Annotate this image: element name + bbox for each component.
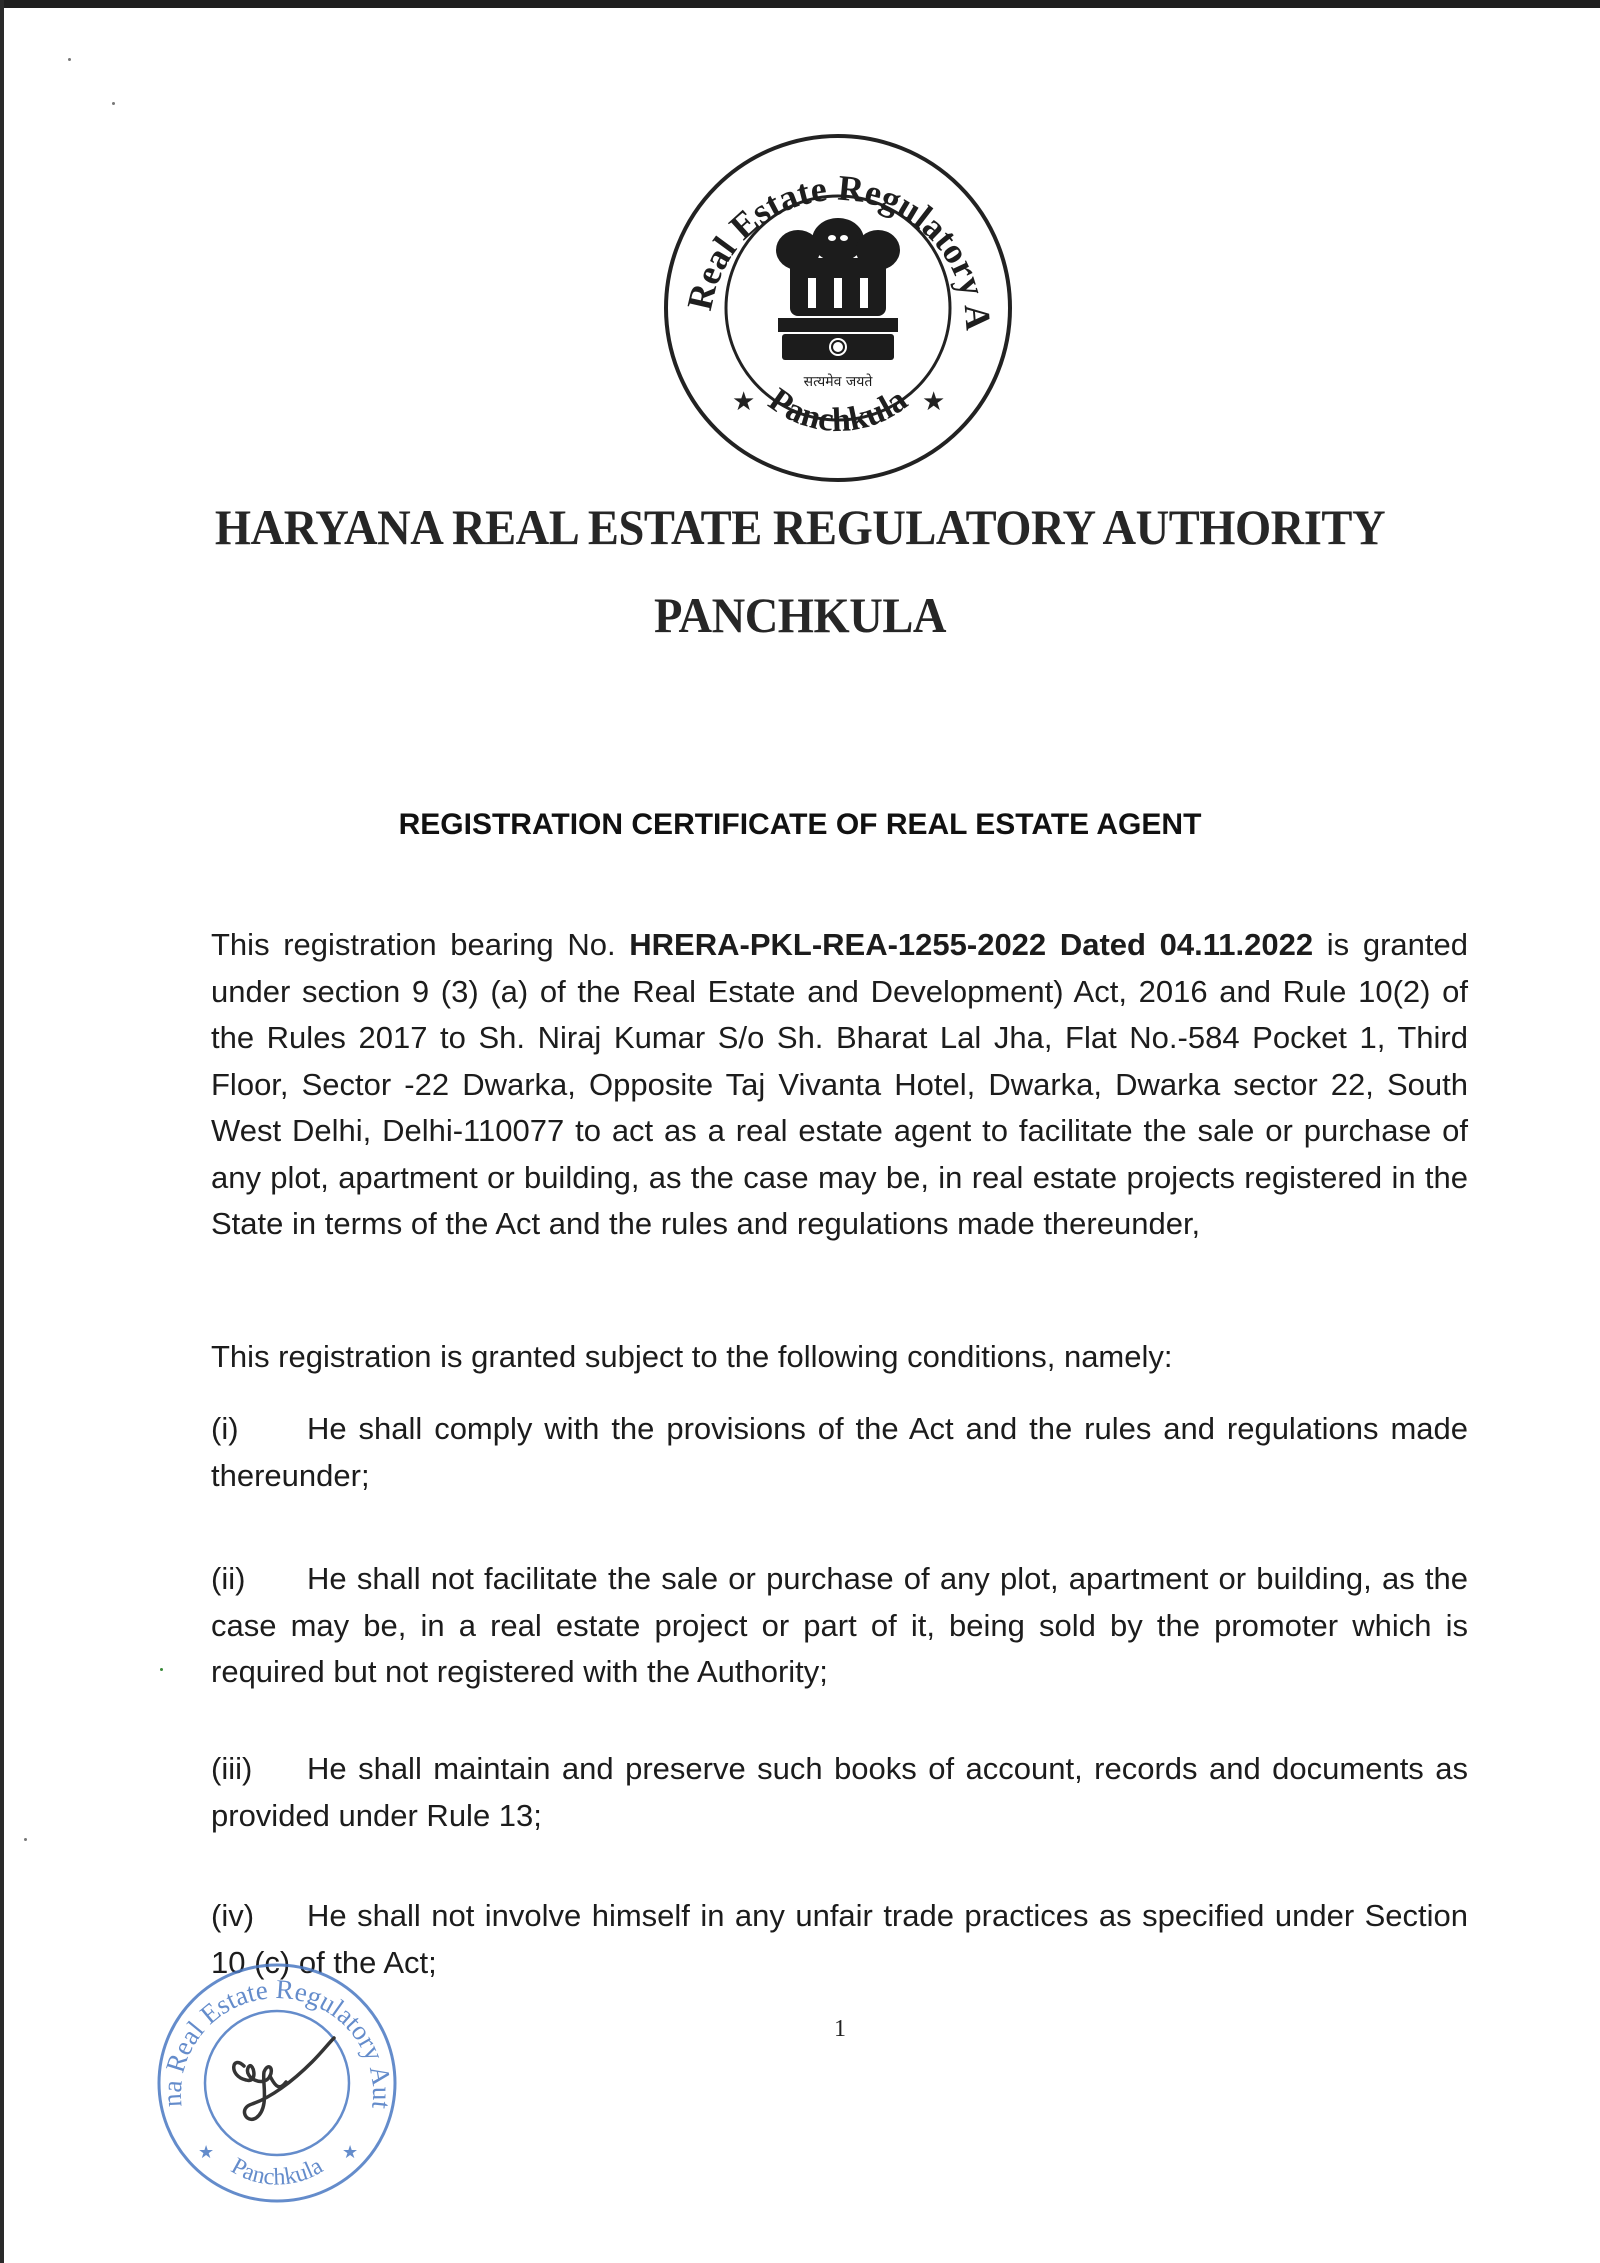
scan-left-border	[0, 0, 4, 2263]
condition-item	[211, 1746, 1468, 1839]
stamp-seal-icon	[152, 1958, 402, 2208]
stamp-bottom-text: Panchkula	[226, 2153, 328, 2191]
condition-number: (iv)	[211, 1898, 255, 1933]
scan-speck	[160, 1668, 163, 1671]
official-stamp	[152, 1958, 402, 2208]
stamp-arc-text: na Real Estate Regulatory Aut	[156, 1973, 398, 2111]
condition-number: (iii)	[211, 1751, 253, 1786]
seal-arc-text: Real Estate Regulatory A	[679, 167, 999, 332]
registration-date: 04.11.2022	[1159, 927, 1314, 962]
intro-prefix: This registration bearing No.	[211, 927, 630, 962]
authority-heading: HARYANA REAL ESTATE REGULATORY AUTHORITY	[214, 499, 1386, 555]
condition-number: (i)	[211, 1411, 239, 1446]
scan-top-border	[0, 0, 1600, 8]
authority-seal-emblem	[658, 128, 1018, 488]
svg-text:★: ★	[732, 386, 756, 416]
condition-number: (ii)	[211, 1561, 246, 1596]
condition-text: He shall comply with the provisions of the Act and the rules and regulations made thereunder;	[211, 1411, 1468, 1493]
condition-item	[211, 1556, 1468, 1696]
registration-number: HRERA-PKL-REA-1255-2022	[629, 927, 1047, 962]
seal-motto: सत्यमेव जयते	[803, 374, 873, 390]
condition-item	[211, 1406, 1468, 1499]
city-heading: PANCHKULA	[653, 587, 947, 643]
conditions-intro: This registration is granted subject to the following conditions, namely:	[211, 1339, 1173, 1374]
page-number: 1	[834, 2016, 846, 2042]
condition-text: He shall maintain and preserve such books of account, records and documents as provided under Rule 13;	[211, 1751, 1468, 1833]
svg-text:★: ★	[342, 2142, 359, 2162]
signature-icon	[234, 2038, 334, 2119]
scan-speck	[68, 58, 71, 61]
svg-text:★: ★	[922, 386, 946, 416]
condition-text: He shall not facilitate the sale or purchase of any plot, apartment or building, as the case may be, in a real estate project or part of it, being sold by the promoter which is required but not registered with the Authority;	[211, 1561, 1468, 1689]
svg-text:★: ★	[198, 2142, 215, 2162]
condition-text: He shall not involve himself in any unfair trade practices as specified under Section 10 (c) of the Act;	[211, 1898, 1468, 1980]
intro-body: is granted under section 9 (3) (a) of the Real Estate and Development) Act, 2016 and Rule 10(2) of the Rules 2017 to Sh. Niraj Kumar S/o Sh. Bharat Lal Jha, Flat No.-584 Pocket 1, Third Floor, Sector -22 Dwarka, Opposite Taj Vivanta Hotel, Dwarka, Dwarka sector 22, South West Delhi, Delhi-110077 to act as a real estate agent to facilitate the sale or purchase of any plot, apartment or building, as the case may be, in real estate projects registered in the State in terms of the Act and the rules and regulations made thereunder,	[211, 927, 1468, 1241]
seal-icon	[658, 128, 1018, 488]
registration-paragraph	[211, 922, 1468, 1248]
seal-bottom-text: Panchkula	[761, 381, 915, 440]
scan-speck	[24, 1838, 27, 1841]
dated-label: Dated	[1046, 927, 1160, 962]
certificate-title: REGISTRATION CERTIFICATE OF REAL ESTATE AGENT	[398, 808, 1202, 841]
scan-speck	[112, 102, 115, 105]
